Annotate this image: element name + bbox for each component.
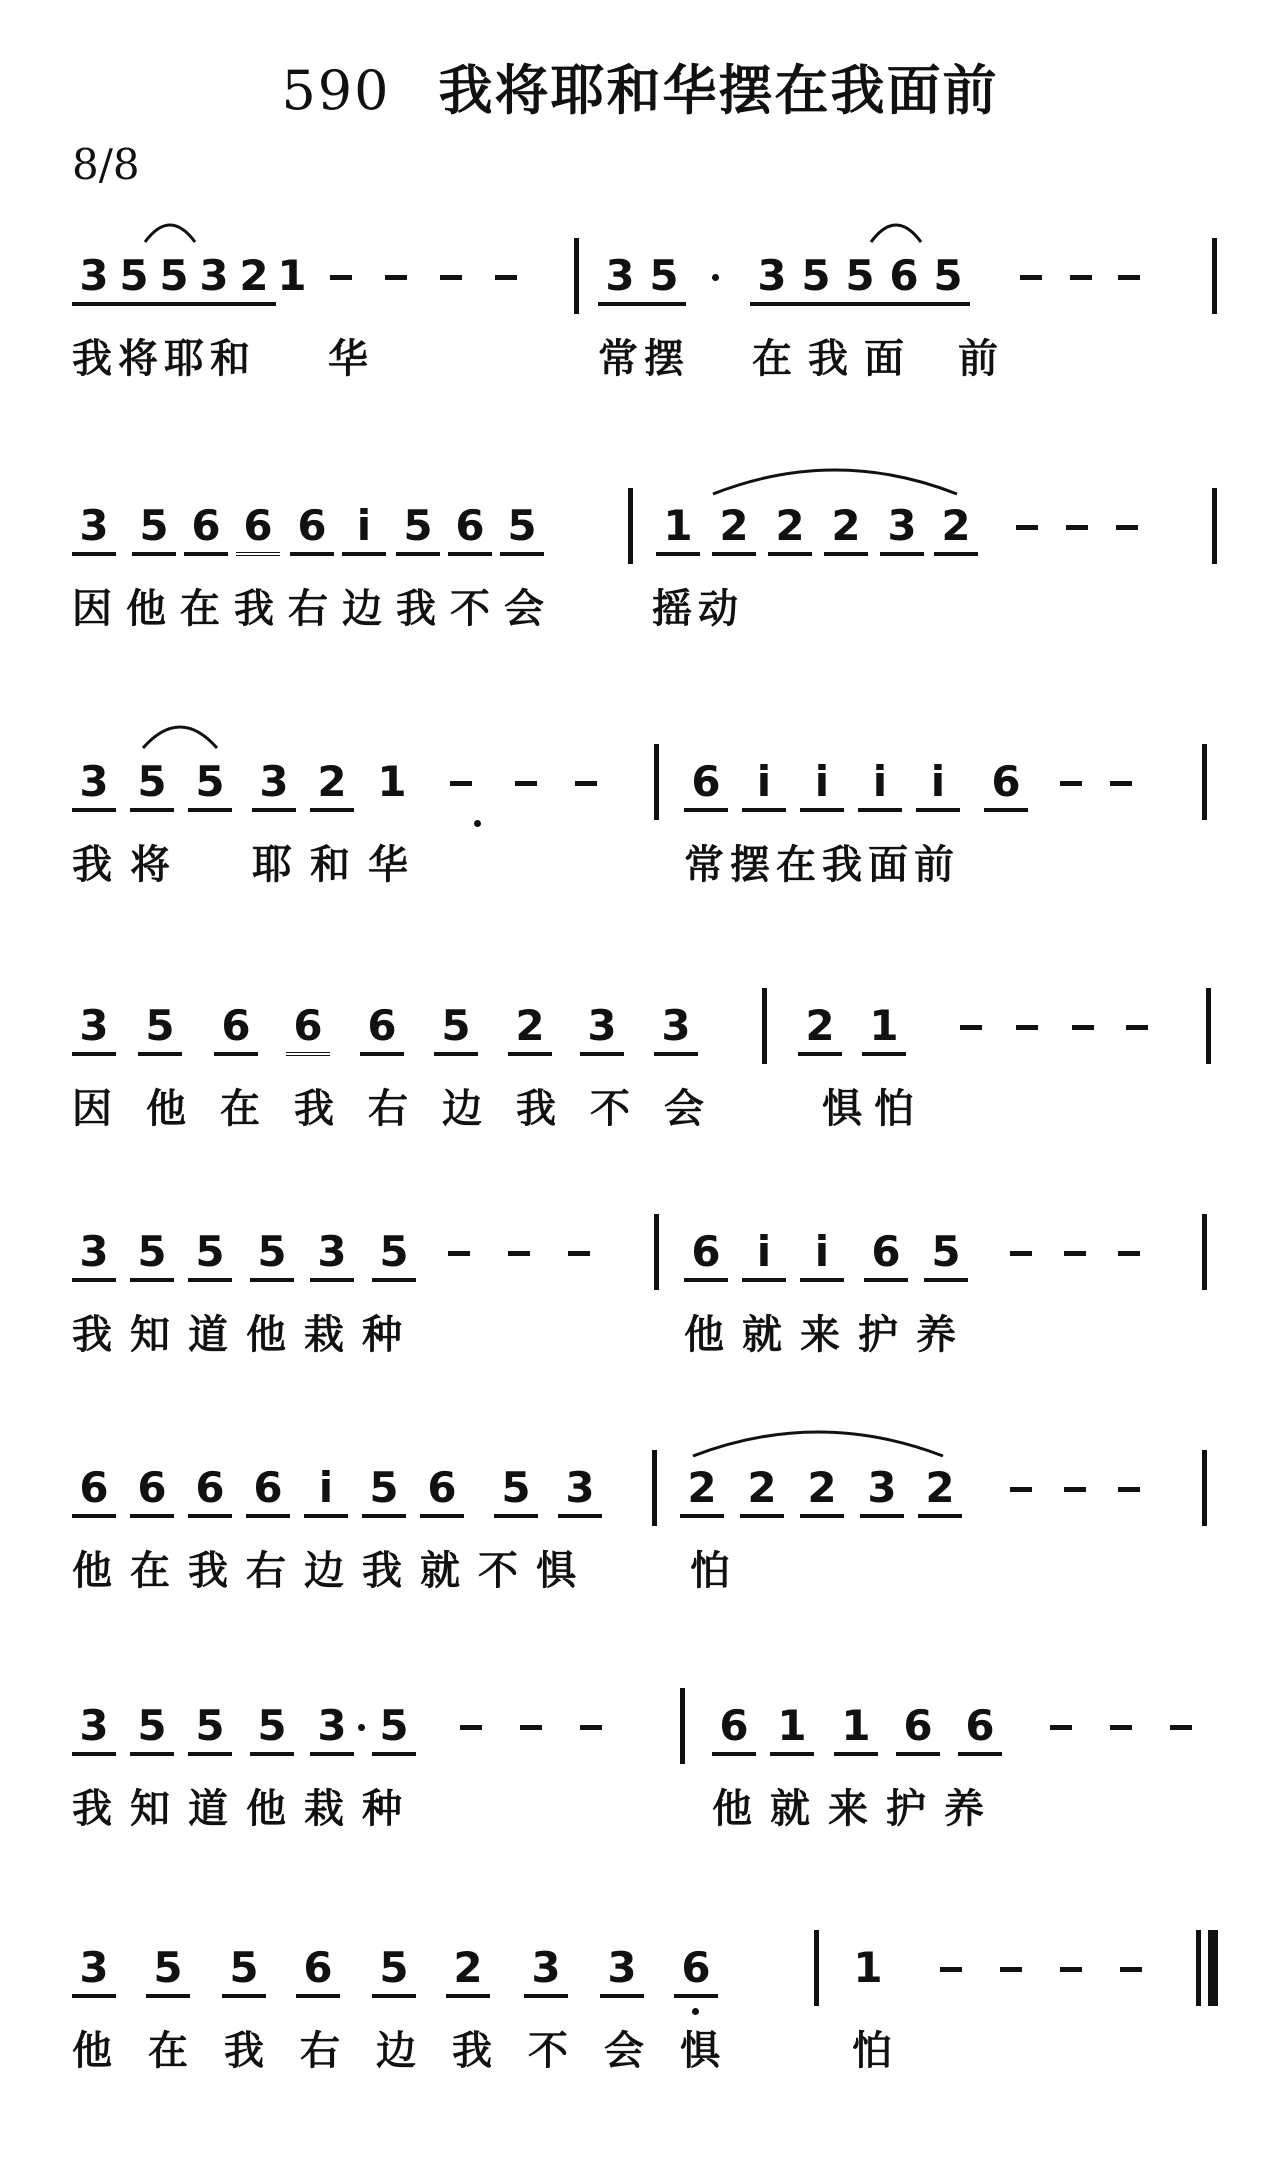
dash [568,1251,590,1256]
note: 3 [72,1700,116,1756]
dash [1060,781,1082,786]
barline [654,744,659,820]
lyric: 我将 [72,842,188,888]
dash [495,275,517,280]
note: 5 [362,1462,406,1518]
dash [1116,525,1138,530]
note: 5 [112,250,156,306]
note: i [800,756,844,812]
note: 2 [508,1000,552,1056]
song-title [0,48,1280,125]
note: 2 [800,1462,844,1518]
note: 5 [130,1226,174,1282]
lyric: 华 [328,336,368,382]
note: 6 [236,500,280,556]
note: 1 [853,1943,883,1992]
dash [385,275,407,280]
note: 3 [72,756,116,812]
dash [1050,1725,1072,1730]
note: 6 [296,1942,340,1998]
note: 6 [286,1000,330,1056]
dash [1070,275,1092,280]
lyric: 惧怕 [822,1086,926,1132]
note: 2 [310,756,354,812]
note: 5 [132,500,176,556]
note: 2 [918,1462,962,1518]
dot [692,2008,699,2015]
dash [1072,1025,1094,1030]
dash [1170,1725,1192,1730]
note: 6 [448,500,492,556]
dash [1110,781,1132,786]
note: 6 [188,1462,232,1518]
dash [1020,275,1042,280]
dash [460,1725,482,1730]
dash [1118,275,1140,280]
final-barline [1208,1930,1218,2006]
note: 6 [882,250,926,306]
lyric: 常摆在我面前 [684,842,960,888]
note: 5 [152,250,196,306]
note: 2 [712,500,756,556]
barline [1202,1450,1207,1526]
barline [652,1450,657,1526]
note: 3 [192,250,236,306]
note: 5 [794,250,838,306]
dash [1060,1967,1082,1972]
slur [868,214,924,244]
note: 2 [934,500,978,556]
note: i [916,756,960,812]
note: 5 [500,500,544,556]
note: 6 [684,1226,728,1282]
note: 3 [654,1000,698,1056]
lyric: 耶和华 [252,842,426,888]
note: 6 [958,1700,1002,1756]
slur [690,1422,946,1458]
dot [358,1724,365,1731]
lyric: 他在我右边我不会惧 [72,2028,756,2074]
note: 6 [72,1462,116,1518]
dash [1126,1025,1148,1030]
note: 6 [864,1226,908,1282]
note: 3 [860,1462,904,1518]
dash [520,1725,542,1730]
note: 6 [360,1000,404,1056]
lyric: 因他在我右边我不会 [72,586,558,632]
note: i [742,756,786,812]
note: 3 [72,250,116,306]
note: 6 [214,1000,258,1056]
note: 6 [712,1700,756,1756]
dash [1110,1725,1132,1730]
note: 3 [310,1226,354,1282]
lyric: 我知道他栽种 [72,1312,420,1358]
note: 6 [184,500,228,556]
note: 5 [838,250,882,306]
note: 2 [680,1462,724,1518]
barline [762,988,767,1064]
note: 5 [138,1000,182,1056]
barline [628,488,633,564]
barline [1206,988,1211,1064]
dash [450,781,472,786]
dot [474,820,481,827]
note: 3 [72,1226,116,1282]
note: 5 [372,1700,416,1756]
dash [940,1967,962,1972]
note: 5 [926,250,970,306]
note: 1 [770,1700,814,1756]
dash [440,275,462,280]
note: 2 [798,1000,842,1056]
note: 5 [130,1700,174,1756]
dash [1016,525,1038,530]
barline [680,1688,685,1764]
note: 3 [750,250,794,306]
lyric: 他在我右边我就不惧 [72,1548,594,1594]
note: 1 [377,757,407,806]
note: 3 [72,500,116,556]
slur [142,214,198,244]
lyric: 我知道他栽种 [72,1786,420,1832]
note: 1 [834,1700,878,1756]
note: 5 [146,1942,190,1998]
lyric: 怕 [690,1548,730,1594]
lyric: 我将耶和 [72,336,256,382]
note: 6 [896,1700,940,1756]
note: 3 [252,756,296,812]
note: 5 [250,1700,294,1756]
dash [508,1251,530,1256]
dash [1066,525,1088,530]
lyric: 因他在我右边我不会 [72,1086,738,1132]
note: 5 [188,1700,232,1756]
note: 2 [232,250,276,306]
lyric: 他就来护养 [712,1786,1002,1832]
note: 2 [740,1462,784,1518]
dash [575,781,597,786]
barline [1212,488,1217,564]
dash [330,275,352,280]
note: 5 [222,1942,266,1998]
barline [654,1214,659,1290]
dash [1118,1251,1140,1256]
note: 3 [72,1000,116,1056]
dash [1118,1487,1140,1492]
dash [580,1725,602,1730]
note: 6 [130,1462,174,1518]
note: 2 [824,500,868,556]
dash [1016,1025,1038,1030]
note: 6 [420,1462,464,1518]
slur [710,460,960,496]
dash [1064,1487,1086,1492]
dash [1120,1967,1142,1972]
note: 5 [924,1226,968,1282]
dash [1064,1251,1086,1256]
dash [1000,1967,1022,1972]
note: 2 [768,500,812,556]
dash [448,1251,470,1256]
note: 3 [72,1942,116,1998]
note: i [858,756,902,812]
note: 3 [580,1000,624,1056]
lyric: 在我面 [752,336,920,382]
dot [712,274,719,281]
lyric: 怕 [852,2028,892,2074]
lyric: 摇动 [652,586,744,632]
lyric: 他就来护养 [684,1312,974,1358]
time-signature: 8/8 [72,140,140,189]
note: 3 [558,1462,602,1518]
note: 5 [642,250,686,306]
lyric: 前 [958,336,998,382]
note: 3 [524,1942,568,1998]
slur [140,716,220,750]
note: 6 [246,1462,290,1518]
barline [1202,744,1207,820]
note: 5 [494,1462,538,1518]
note: 3 [880,500,924,556]
note: 5 [188,756,232,812]
song-name: 我将耶和华摆在我面前 [438,59,999,122]
note: 1 [277,251,307,300]
note: 6 [984,756,1028,812]
note: 1 [656,500,700,556]
dash [515,781,537,786]
barline [1202,1214,1207,1290]
lyric: 常摆 [598,336,690,382]
note: 5 [188,1226,232,1282]
note: 6 [684,756,728,812]
note: 5 [434,1000,478,1056]
note: i [800,1226,844,1282]
barline [1196,1930,1201,2006]
dash [1010,1251,1032,1256]
note: 3 [598,250,642,306]
note: 5 [250,1226,294,1282]
note: 5 [372,1226,416,1282]
note: 6 [674,1942,718,1998]
dash [1010,1487,1032,1492]
note: 5 [396,500,440,556]
song-number: 590 [281,59,391,122]
barline [574,238,579,314]
barline [814,1930,819,2006]
note: 5 [130,756,174,812]
note: 1 [862,1000,906,1056]
note: 6 [290,500,334,556]
barline [1212,238,1217,314]
note: i [342,500,386,556]
dash [960,1025,982,1030]
note: i [742,1226,786,1282]
note: 5 [372,1942,416,1998]
note: i [304,1462,348,1518]
note: 2 [446,1942,490,1998]
note: 3 [310,1700,354,1756]
note: 3 [600,1942,644,1998]
